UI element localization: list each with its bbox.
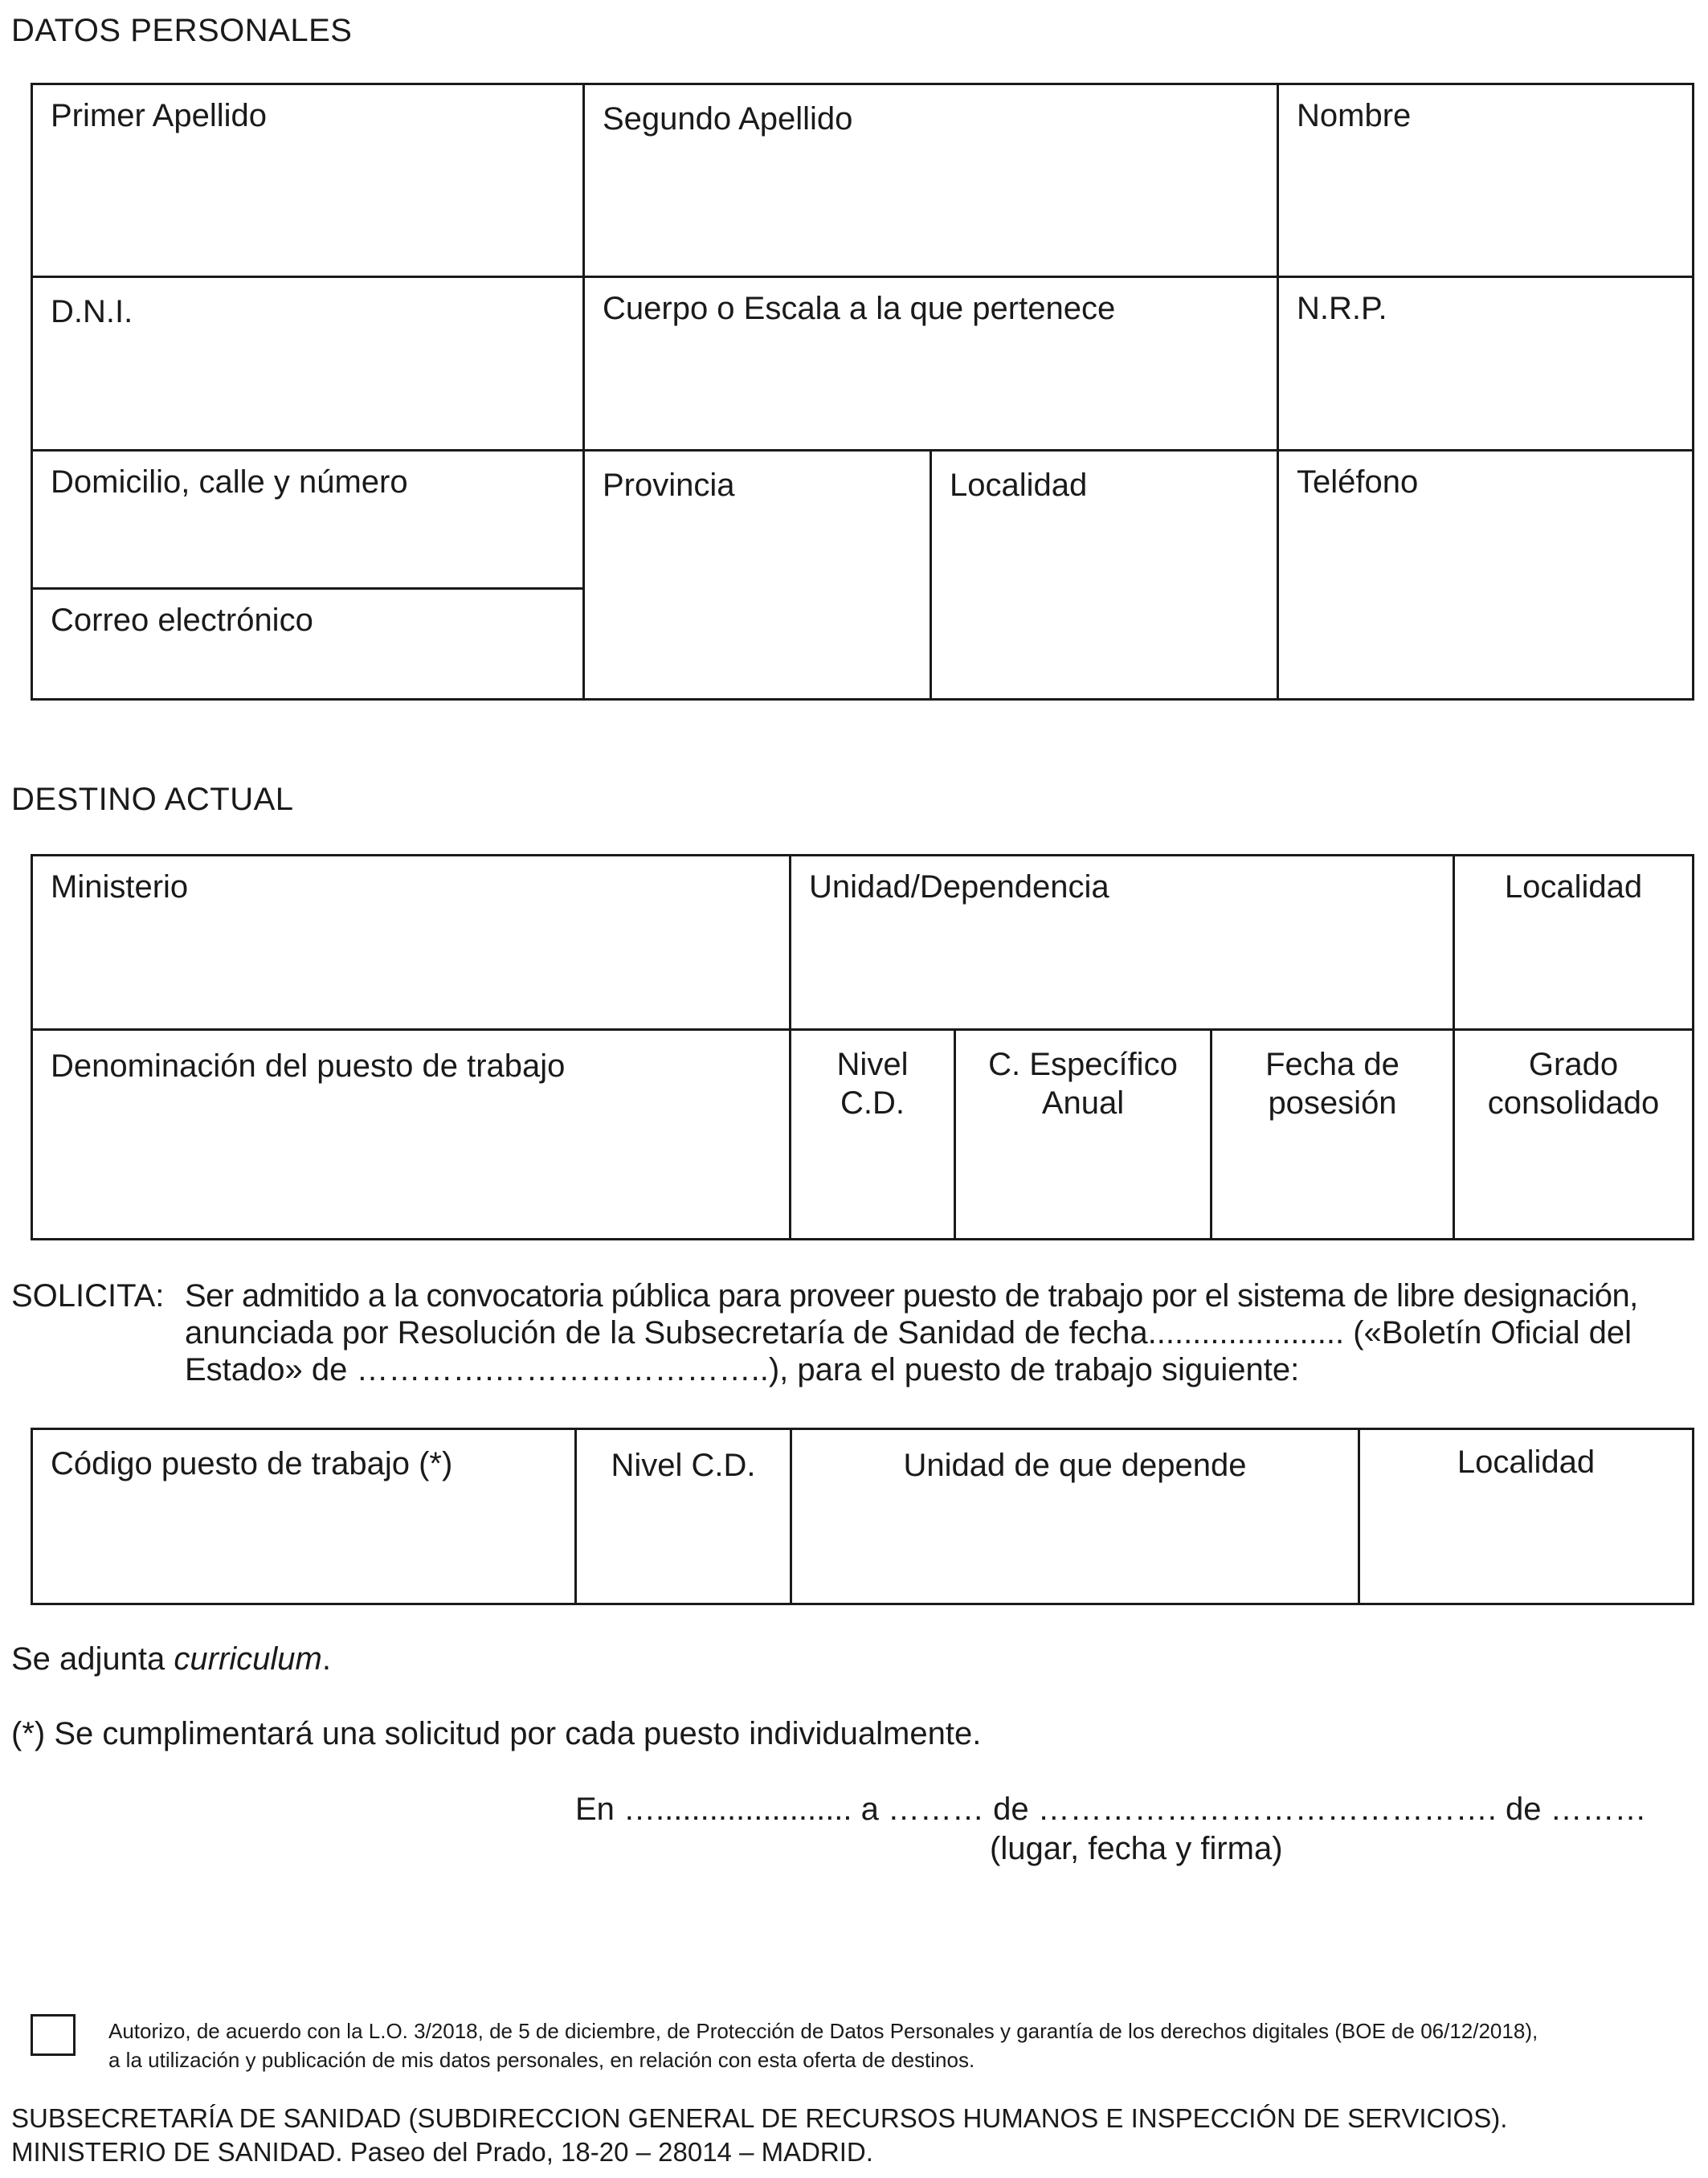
unidad-label: Unidad/Dependencia [809, 869, 1109, 905]
adjunta-suffix: . [321, 1641, 331, 1677]
fecha-posesion-field[interactable] [1212, 1030, 1454, 1240]
puesto-table [31, 1428, 1694, 1605]
solicita-text [185, 1277, 1703, 1388]
puesto-unidad-label: Unidad de que depende [903, 1448, 1247, 1483]
correo-label: Correo electrónico [51, 603, 313, 638]
dni-label: D.N.I. [51, 294, 133, 329]
codigo-puesto-field[interactable] [32, 1429, 576, 1604]
especifico-anual-label: Anual [1041, 1085, 1125, 1121]
consent-text [108, 2017, 1683, 2074]
telefono-label: Teléfono [1297, 464, 1419, 500]
domicilio-label: Domicilio, calle y número [51, 464, 408, 500]
domicilio-field[interactable] [32, 451, 584, 589]
personal-data-table [31, 83, 1694, 701]
destino-localidad-label: Localidad [1504, 869, 1643, 905]
posesion-label: posesión [1268, 1085, 1397, 1121]
provincia-label: Provincia [603, 468, 735, 503]
nrp-field[interactable] [1278, 277, 1694, 451]
solicita-label: SOLICITA: [11, 1278, 165, 1314]
primer-apellido-field[interactable] [32, 84, 584, 277]
grado-label: Grado [1528, 1047, 1619, 1082]
especifico-field[interactable] [955, 1030, 1212, 1240]
destino-table [31, 854, 1694, 1240]
puesto-unidad-field[interactable] [791, 1429, 1359, 1604]
puesto-nivel-label: Nivel C.D. [611, 1448, 756, 1483]
nivel-cd-field[interactable] [791, 1030, 955, 1240]
consent-checkbox[interactable] [31, 2014, 76, 2056]
nombre-field[interactable] [1278, 84, 1694, 277]
especifico-label: C. Específico [988, 1047, 1178, 1082]
localidad-label: Localidad [950, 468, 1088, 503]
adjunta-prefix: Se adjunta [11, 1641, 174, 1677]
denominacion-label: Denominación del puesto de trabajo [51, 1048, 566, 1084]
fecha-label: Fecha de [1265, 1047, 1399, 1082]
correo-field[interactable] [32, 589, 584, 700]
primer-apellido-label: Primer Apellido [51, 98, 268, 133]
dni-field[interactable] [32, 277, 584, 451]
solicita-line-2: anunciada por Resolución de la Subsecretaría de Sanidad de fecha...................... («Boletín Oficial del [185, 1315, 1632, 1351]
telefono-field[interactable] [1278, 451, 1694, 700]
nivel-label: Nivel [836, 1047, 909, 1082]
ministerio-label: Ministerio [51, 869, 189, 905]
nombre-label: Nombre [1297, 98, 1412, 133]
nrp-label: N.R.P. [1297, 291, 1387, 326]
localidad-field[interactable] [931, 451, 1278, 700]
grado-field[interactable] [1454, 1030, 1694, 1240]
section-title-destino: DESTINO ACTUAL [11, 782, 294, 817]
firma-line: En …...................... a ……… de ……………………………………. de ……… [575, 1792, 1647, 1827]
footer-line-1: SUBSECRETARÍA DE SANIDAD (SUBDIRECCION GENERAL DE RECURSOS HUMANOS E INSPECCIÓN DE SERVICIOS). [11, 2103, 1508, 2133]
adjunta-curriculum: curriculum [174, 1641, 322, 1677]
provincia-field[interactable] [584, 451, 931, 700]
solicita-line-1: Ser admitido a la convocatoria pública para proveer puesto de trabajo por el sistema de libre designación, [185, 1278, 1638, 1314]
unidad-field[interactable] [791, 856, 1454, 1030]
footer-line-2: MINISTERIO DE SANIDAD. Paseo del Prado, 18-20 – 28014 – MADRID. [11, 2137, 873, 2167]
cuerpo-field[interactable] [584, 277, 1278, 451]
nivel-cd-label: C.D. [840, 1085, 905, 1121]
consent-line-2: a la utilización y publicación de mis datos personales, en relación con esta oferta de destinos. [108, 2048, 975, 2072]
solicita-line-3: Estado» de ………….……………………..), para el puesto de trabajo siguiente: [185, 1352, 1300, 1387]
segundo-apellido-field[interactable] [584, 84, 1278, 277]
adjunta-text [11, 1641, 331, 1677]
denominacion-field[interactable] [32, 1030, 791, 1240]
puesto-localidad-field[interactable] [1359, 1429, 1694, 1604]
consolidado-label: consolidado [1487, 1085, 1660, 1121]
consent-line-1: Autorizo, de acuerdo con la L.O. 3/2018, de 5 de diciembre, de Protección de Datos Personales y garantía de los derechos digitales (BOE de 06/12/2018), [108, 2019, 1538, 2043]
ministerio-field[interactable] [32, 856, 791, 1030]
destino-localidad-field[interactable] [1454, 856, 1694, 1030]
puesto-localidad-label: Localidad [1457, 1445, 1596, 1480]
segundo-apellido-label: Segundo Apellido [603, 101, 853, 137]
puesto-nivel-field[interactable] [576, 1429, 791, 1604]
nota-text: (*) Se cumplimentará una solicitud por cada puesto individualmente. [11, 1716, 982, 1751]
firma-caption: (lugar, fecha y firma) [990, 1831, 1283, 1866]
codigo-puesto-label: Código puesto de trabajo (*) [51, 1446, 453, 1481]
section-title-personal: DATOS PERSONALES [11, 13, 353, 48]
cuerpo-label: Cuerpo o Escala a la que pertenece [603, 291, 1116, 326]
